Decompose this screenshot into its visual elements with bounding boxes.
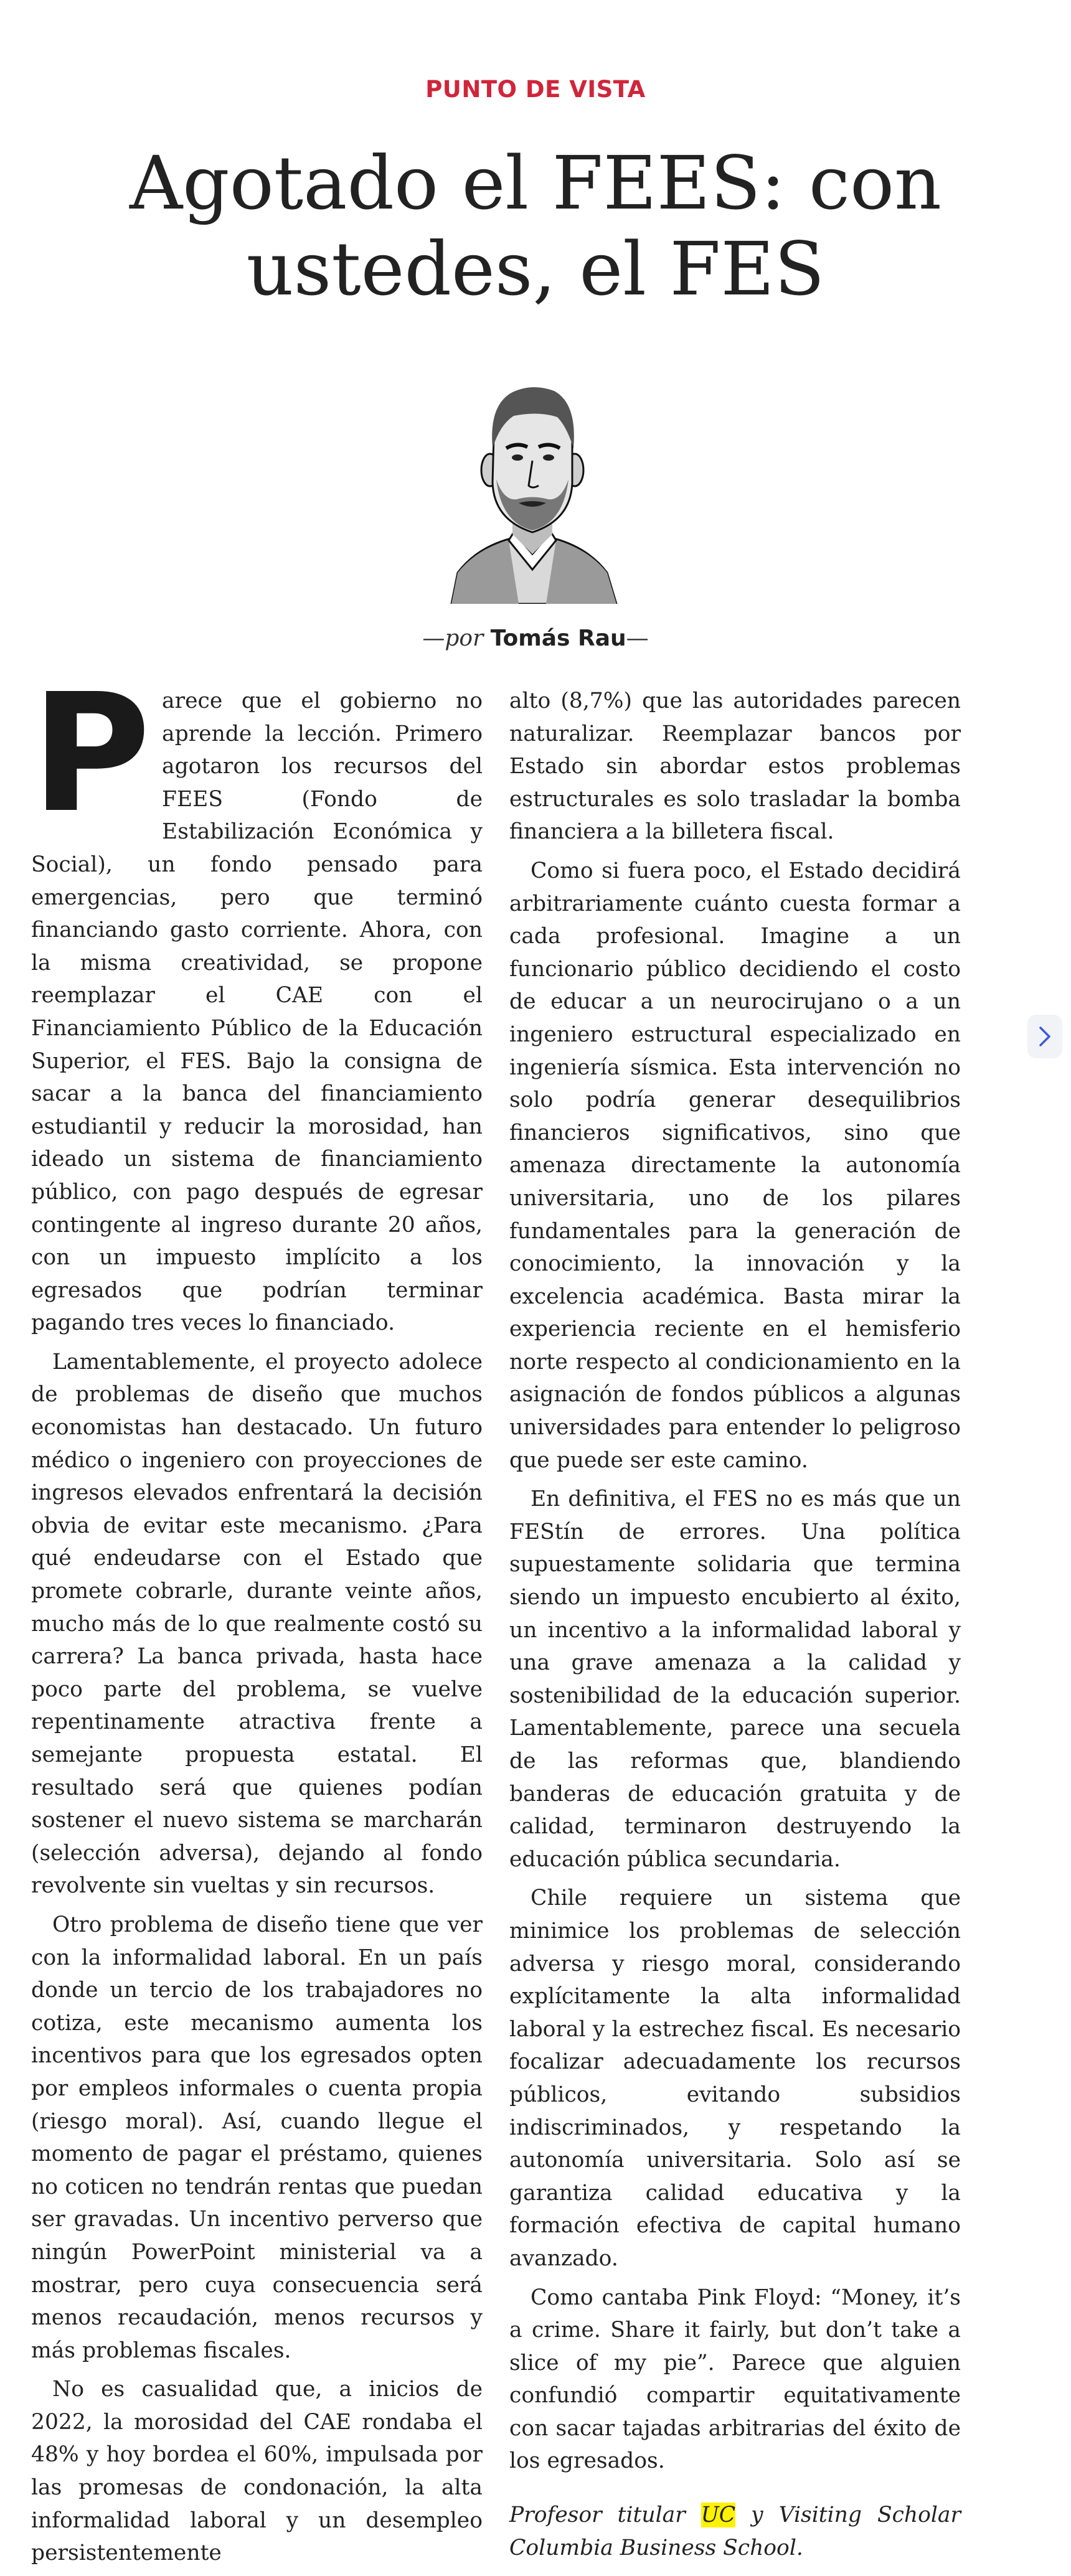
paragraph [31, 659, 483, 1340]
paragraph: Otro problema de diseño tiene que ver con la informalidad laboral. En un país donde un tercio de los trabajadores no cotiza, este mecanismo aumenta los incentivos para que los egresados opten por empleos informales o cuenta propia (riesgo moral). Así, cuando llegue el momento de pagar el préstamo, quienes no coticen no tendrán rentas que puedan ser gravadas. Un incentivo perverso que ningún PowerPoint ministerial va a mostrar, pero cuya consecuencia será menos recaudación, menos recursos y más problemas fiscales. [31, 1912, 483, 2363]
byline-suffix: — [626, 626, 649, 651]
highlighted-uc: UC [701, 2503, 736, 2528]
paragraph: alto (8,7%) que las autoridades parecen naturalizar. Reemplazar bancos por Estado sin abordar estos problemas estructurales es solo trasladar la bomba financiera a la billetera fiscal. [509, 689, 961, 845]
chevron-right-icon [1036, 1024, 1054, 1049]
article-column-left [31, 659, 483, 2576]
byline [0, 626, 1071, 651]
author-credentials [509, 2499, 961, 2564]
paragraph: No es casualidad que, a inicios de 2022, la morosidad del CAE rondaba el 48% y hoy bordea el 60%, impulsada por las promesas de condonación, la alta informalidad laboral y un desempleo persistentemente [31, 2377, 483, 2566]
drop-cap: P [31, 659, 151, 848]
next-page-button[interactable] [1027, 1015, 1062, 1058]
credentials-text-end: y Visiting Scholar Columbia Business School. [509, 2503, 961, 2560]
author-name: Tomás Rau [490, 626, 626, 651]
paragraph: Como cantaba Pink Floyd: “Money, it’s a crime. Share it fairly, but don’t take a slice of my pie”. Parece que alguien confundió compartir equitativamente con sacar tajadas arbitrarias del éxito de los egresados. [509, 2285, 961, 2474]
paragraph: Lamentablemente, el proyecto adolece de problemas de diseño que muchos economistas han destacado. Un futuro médico o ingeniero con proyecciones de ingresos elevados enfrentará la decisión obvia de evitar este mecanismo. ¿Para qué endeudarse con el Estado que promete cobrarle, durante veinte años, mucho más de lo que realmente costó su carrera? La banca privada, hasta hace poco parte del problema, se vuelve repentinamente atractiva frente a semejante propuesta estatal. El resultado será que quienes podían sostener el nuevo sistema se marcharán (selección adversa), dejando al fondo revolvente sin vueltas y sin recursos. [31, 1349, 483, 1899]
paragraph: Chile requiere un sistema que minimice los problemas de selección adversa y riesgo moral, considerando explícitamente la alta informalidad laboral y la estrechez fiscal. Es necesario focalizar adecuadamente los recursos públicos, evitando subsidios indiscriminados, y respetando la autonomía universitaria. Solo así se garantiza calidad educativa y la formación efectiva de capital humano avanzado. [509, 1886, 961, 2271]
credentials-text: Profesor titular [509, 2503, 701, 2528]
section-label: PUNTO DE VISTA [425, 76, 646, 103]
author-portrait [439, 367, 626, 604]
paragraph: En definitiva, el FES no es más que un FEStín de errores. Una política supuestamente solidaria que termina siendo un impuesto encubierto al éxito, un incentivo a la informalidad laboral y una grave amenaza a la calidad y sostenibilidad de la educación superior. Lamentablemente, parece una secuela de las reformas que, blandiendo banderas de educación gratuita y de calidad, terminaron destruyendo la educación pública secundaria. [509, 1487, 961, 1872]
article-column-right [509, 685, 961, 2570]
paragraph-text: arece que el gobierno no aprende la lección. Primero agotaron los recursos del FEES (Fondo de Estabilización Económica y Social), un fondo pensado para emergencias, pero que terminó financiando gasto corriente. Ahora, con la misma creatividad, se propone reemplazar el CAE con el Financiamiento Público de la Educación Superior, el FES. Bajo la consigna de sacar a la banca del financiamiento estudiantil y reducir la morosidad, han ideado un sistema de financiamiento público, con pago después de egresar contingente al ingreso durante 20 años, con un impuesto implícito a los egresados que podrían terminar pagando tres veces lo financiado. [31, 689, 483, 1336]
paragraph: Como si fuera poco, el Estado decidirá arbitrariamente cuánto cuesta formar a cada profesional. Imagine a un funcionario público decidiendo el costo de educar a un neurocirujano o a un ingeniero estructural especializado en ingeniería sísmica. Esta intervención no solo podría generar desequilibrios financieros significativos, sino que amenaza directamente la autonomía universitaria, uno de los pilares fundamentales para la generación de conocimiento, la innovación y la excelencia académica. Basta mirar la experiencia reciente en el hemisferio norte respecto al condicionamiento en la asignación de fondos públicos a algunas universidades para entender lo peligroso que puede ser este camino. [509, 858, 961, 1473]
byline-prefix: —por [422, 626, 491, 651]
headline: Agotado el FEES: con ustedes, el FES [129, 140, 942, 312]
